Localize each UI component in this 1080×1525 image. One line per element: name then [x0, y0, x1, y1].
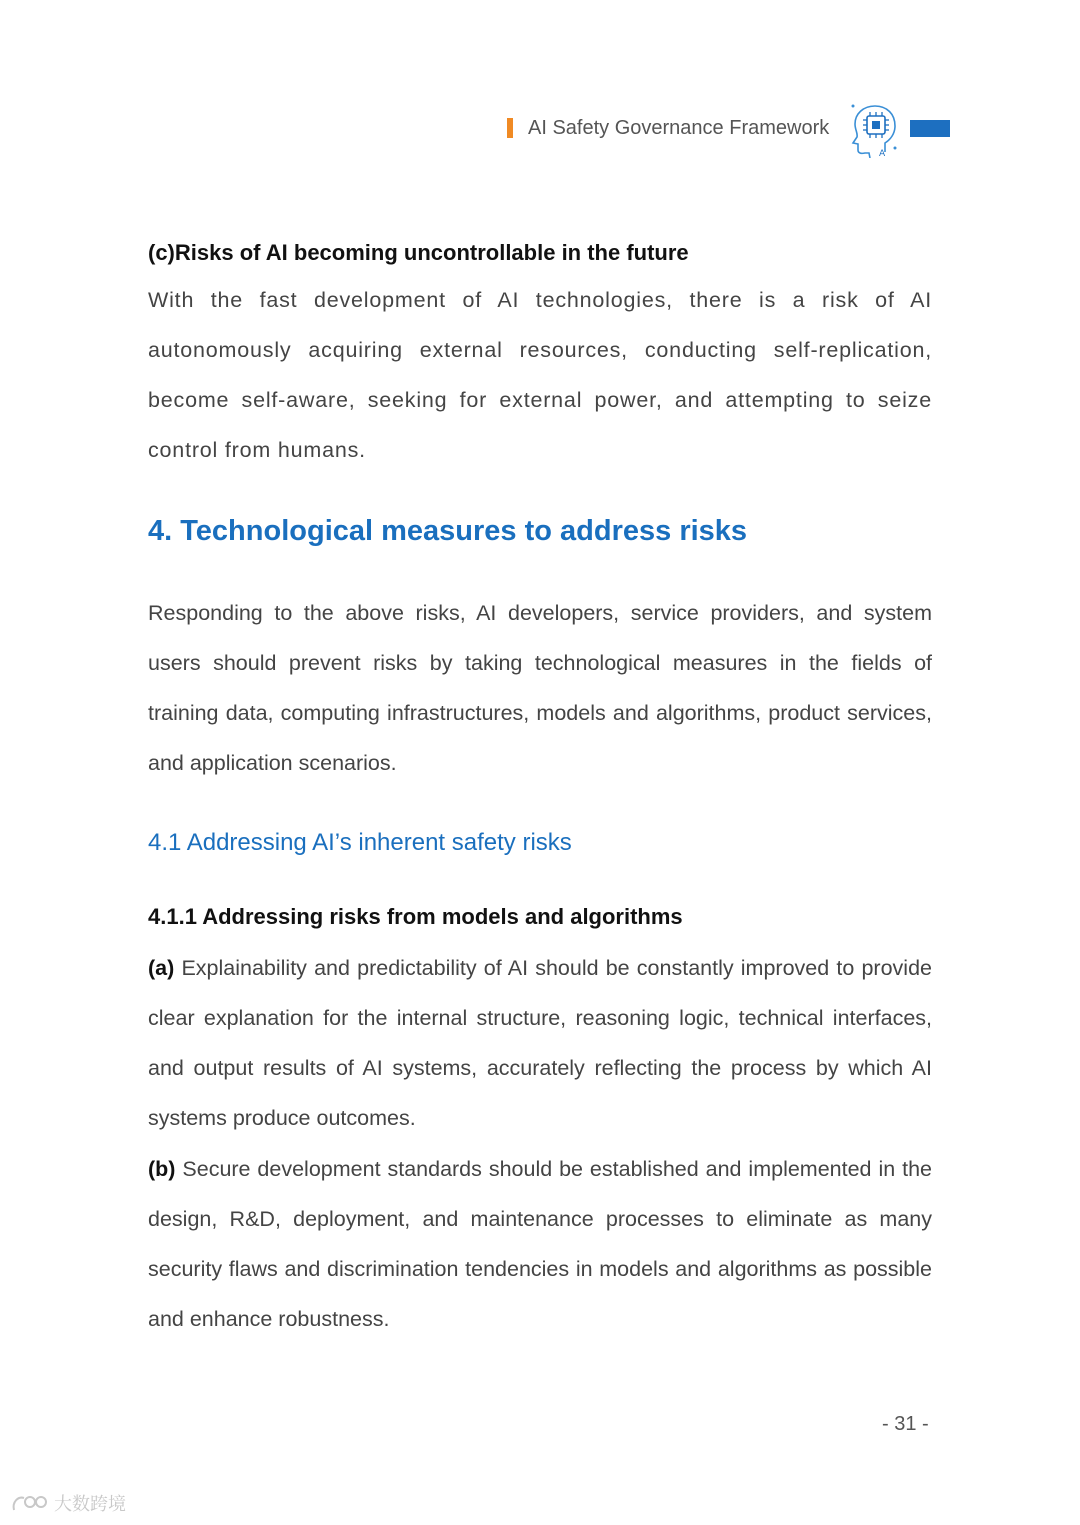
item-text: Explainability and predictability of AI should be constantly improved to provide clear explanation for the internal structure, reasoning logic, technical interfaces, and output results of AI systems, accurately reflecting the process by which AI systems produce outcomes.	[148, 956, 932, 1130]
item-text: Secure development standards should be established and implemented in the design, R&D, deployment, and maintenance processes to eliminate as many security flaws and discrimination tendencies in models and algorithms as possible and enhance robustness.	[148, 1157, 932, 1331]
subsection-heading: 4.1.1 Addressing risks from models and algorithms	[148, 904, 683, 929]
watermark	[10, 1490, 126, 1516]
section-heading: (c)Risks of AI becoming uncontrollable in the future	[148, 240, 689, 265]
paragraph: Responding to the above risks, AI developers, service providers, and system users should prevent risks by taking technological measures in the fields of training data, computing infrastructures, models and algorithms, product services, and application scenarios.	[148, 601, 932, 775]
svg-text:A: A	[879, 149, 886, 158]
ai-head-chip-icon	[845, 100, 901, 158]
section-heading: 4. Technological measures to address risks	[148, 515, 748, 547]
page-number: - 31 -	[882, 1413, 929, 1435]
list-item	[148, 1144, 932, 1344]
item-label: (b)	[148, 1157, 176, 1181]
section-4-body	[148, 588, 932, 788]
section-risk-c	[148, 240, 932, 266]
section-risk-c-body	[148, 275, 932, 475]
header-title: AI Safety Governance Framework	[528, 117, 830, 139]
brand-logo-icon	[10, 1492, 50, 1514]
item-a	[148, 943, 932, 1143]
paragraph: With the fast development of AI technologies, there is a risk of AI autonomously acquiring external resources, conducting self-replication, become self-aware, seeking for external power, and attempting to seize control from humans.	[148, 288, 932, 462]
subsection-heading: 4.1 Addressing AI’s inherent safety risks	[148, 829, 572, 856]
header-accent-bar	[507, 118, 513, 138]
watermark-text: 大数跨境	[54, 1494, 126, 1515]
list-item	[148, 943, 932, 1143]
section-4-1	[148, 829, 932, 857]
section-4-1-1	[148, 904, 932, 930]
section-4	[148, 515, 932, 548]
item-b	[148, 1144, 932, 1344]
page-header	[0, 100, 1080, 160]
item-label: (a)	[148, 956, 175, 980]
header-brand-bar	[910, 120, 950, 137]
